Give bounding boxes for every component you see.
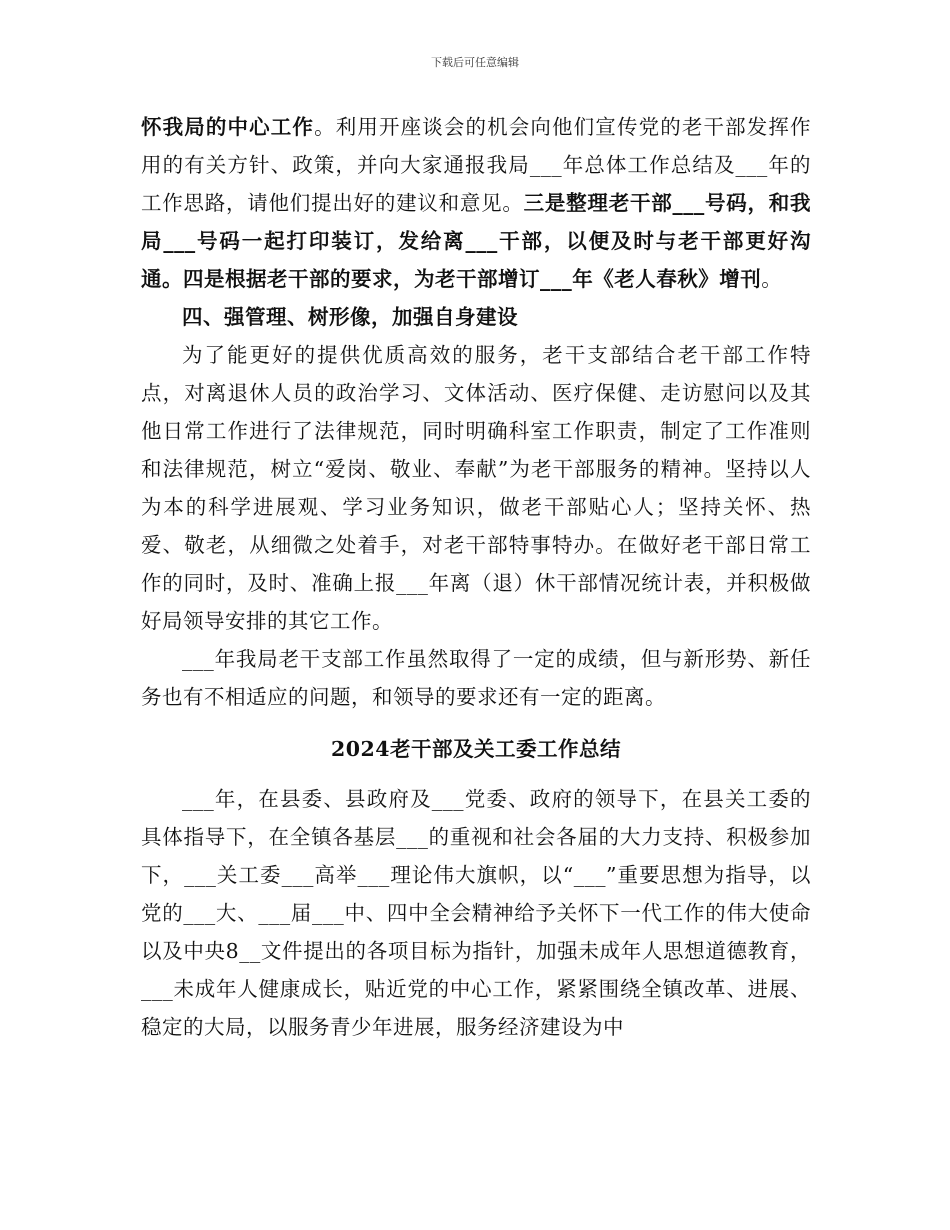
paragraph-4: ___年，在县委、县政府及___党委、政府的领导下，在县关工委的具体指导下，在全镇各基层___的重视和社会各届的大力支持、积极参加下，___关工委___高举___理论伟大旗帜，以“___”重要思想为指导，以党的___大、___届___中、四中全会精神给予关怀下一代工作的伟大使命以及中央8__文件提出的各项目标为指针，加强未成年人思想道德教育，___未成年人健康成长，贴近党的中心工作，紧紧围绕全镇改革、进展、稳定的大局，以服务青少年进展，服务经济建设为中 (141, 787, 811, 1039)
paragraph-1 (141, 108, 811, 298)
paragraph-2: 为了能更好的提供优质高效的服务，老干支部结合老干部工作特点，对离退休人员的政治学习、文体活动、医疗保健、走访慰问以及其他日常工作进行了法律规范，同时明确科室工作职责，制定了工作准则和法律规范，树立“爱岗、敬业、奉献”为老干部服务的精神。坚持以人为本的科学进展观、学习业务知识，做老干部贴心人；坚持关怀、热爱、敬老，从细微之处着手，对老干部特事特办。在做好老干部日常工作的同时，及时、准确上报___年离（退）休干部情况统计表，并积极做好局领导安排的其它工作。 (141, 343, 811, 633)
document-title: 2024老干部及关工委工作总结 (330, 737, 622, 761)
header-note: 下载后可任意编辑 (431, 56, 519, 69)
paragraph-1-end: 。 (761, 267, 783, 291)
paragraph-1-bold-tail: 三是整理老干部___号码，和我局___号码一起打印装订，发给离___干部，以便及时与老干部更好沟通。四是根据老干部的要求，为老干部增订___年《老人春秋》增刊 (141, 191, 812, 291)
document-body (141, 108, 811, 1046)
section-heading: 四、强管理、树形像，加强自身建设 (182, 305, 518, 329)
paragraph-1-text: 。利用开座谈会的机会向他们宣传党的老干部发挥作用的有关方针、政策，并向大家通报我局___年总体工作总结及___年的工作思路，请他们提出好的建议和意见。 (141, 115, 812, 215)
paragraph-3: ___年我局老干支部工作虽然取得了一定的成绩，但与新形势、新任务也有不相适应的问题，和领导的要求还有一定的距离。 (141, 647, 811, 709)
paragraph-1-bold-lead: 怀我局的中心工作 (141, 115, 315, 139)
